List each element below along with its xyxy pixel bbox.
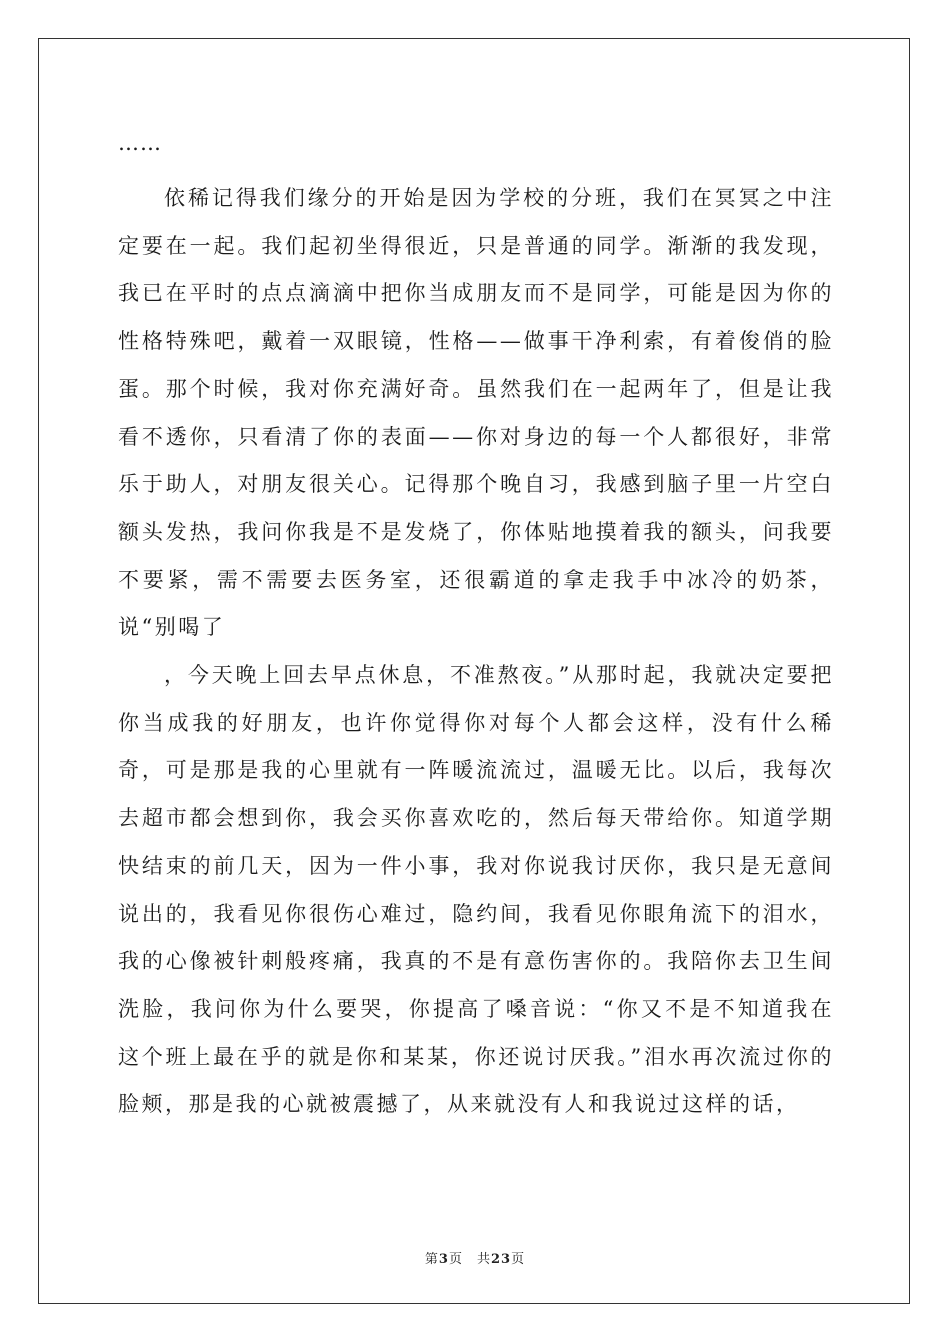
paragraph-1: 依稀记得我们缘分的开始是因为学校的分班，我们在冥冥之中注定要在一起。我们起初坐得很近，只是普通的同学。渐渐的我发现，我已在平时的点点滴滴中把你当成朋友而不是同学，可能是因为你的性格特殊吧，戴着一双眼镜，性格——做事干净利索，有着俊俏的脸蛋。那个时候，我对你充满好奇。虽然我们在一起两年了，但是让我看不透你，只看清了你的表面——你对身边的每一个人都很好，非常乐于助人，对朋友很关心。记得那个晚自习，我感到脑子里一片空白额头发热，我问你我是不是发烧了，你体贴地摸着我的额头，问我要不要紧，需不需要去医务室，还很霸道的拿走我手中冰冷的奶茶，说“别喝了 — [118, 186, 834, 640]
total-suffix: 页 — [511, 1252, 526, 1267]
page-total: 23 — [490, 1252, 512, 1267]
page-suffix: 页 — [448, 1252, 463, 1267]
page-current: 3 — [438, 1252, 449, 1267]
document-body — [118, 125, 834, 1129]
ellipsis-text: …… — [118, 131, 162, 155]
total-prefix: 共 — [476, 1252, 491, 1267]
paragraph-2: ，今天晚上回去早点休息，不准熬夜。”从那时起，我就决定要把你当成我的好朋友，也许你觉得你对每个人都会这样，没有什么稀奇，可是那是我的心里就有一阵暖流流过，温暖无比。以后，我每次去超市都会想到你，我会买你喜欢吃的，然后每天带给你。知道学期快结束的前几天，因为一件小事，我对你说我讨厌你，我只是无意间说出的，我看见你很伤心难过，隐约间，我看见你眼角流下的泪水，我的心像被针刺般疼痛，我真的不是有意伤害你的。我陪你去卫生间洗脸，我问你为什么要哭，你提高了嗓音说：“你又不是不知道我在这个班上最在乎的就是你和某某，你还说讨厌我。”泪水再次流过你的脸颊，那是我的心就被震撼了，从来就没有人和我说过这样的话， — [118, 663, 834, 1117]
page-footer — [0, 1248, 950, 1267]
page-prefix: 第 — [424, 1252, 439, 1267]
